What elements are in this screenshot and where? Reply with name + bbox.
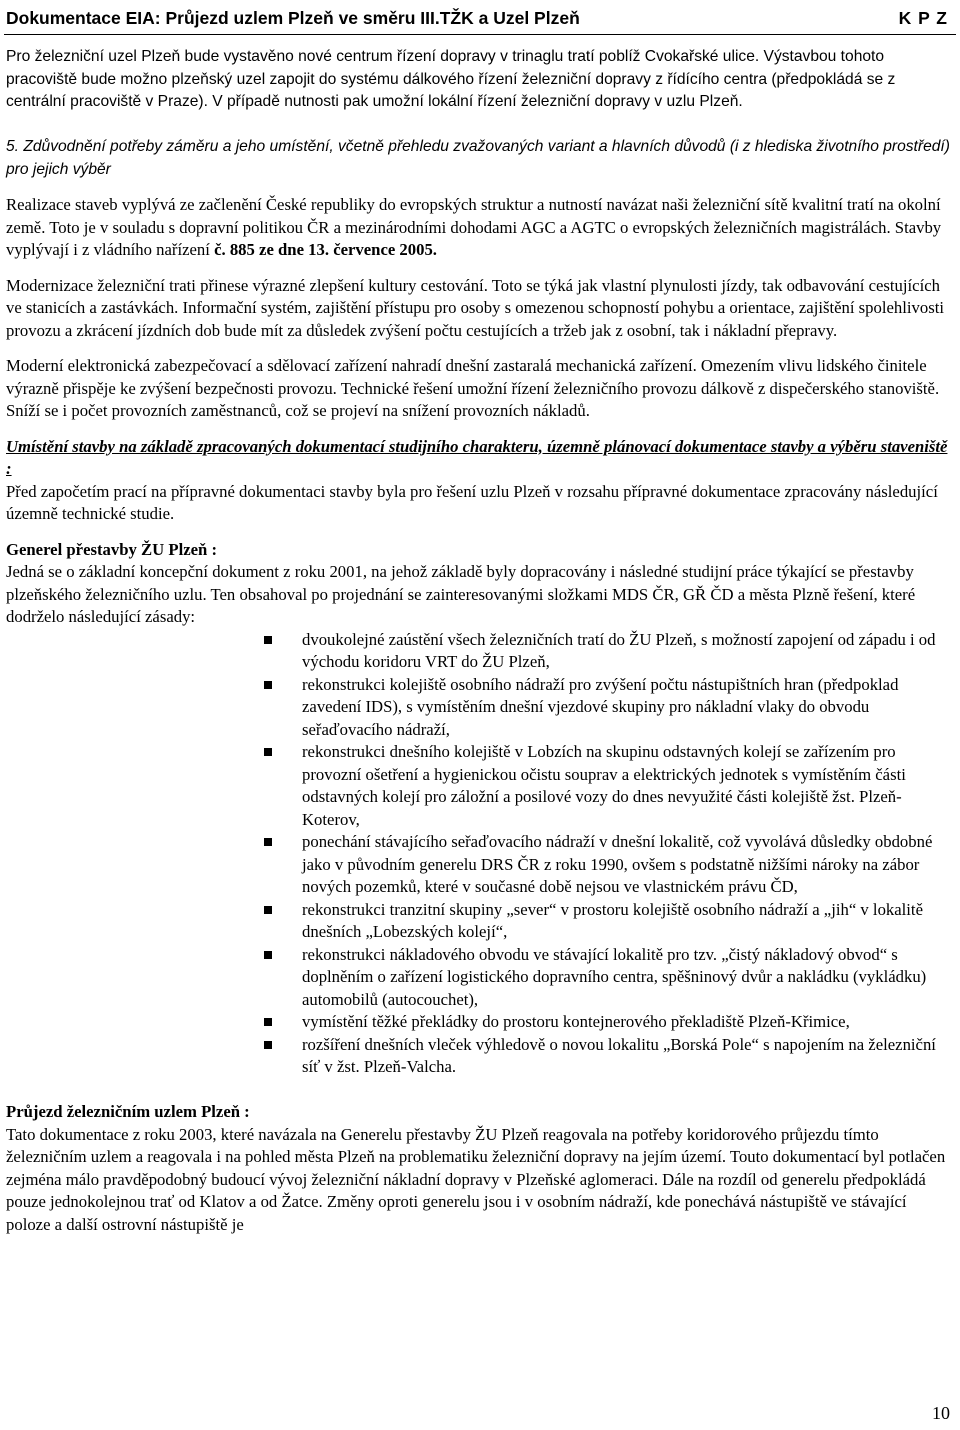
section-5-paragraph-3: Moderní elektronická zabezpečovací a sdělovací zařízení nahradí dnešní zastaralá mechanická zařízení. Omezením vlivu lidského činitele výrazně přispěje ke zvýšení bezpečnosti provozu. Technické řešení umožní řízení železničního provozu dálkově z dispečerského stanoviště. Sníží se i počet provozních zaměstnanců, což se projeví na snížení provozních nákladů. [6, 356, 940, 420]
list-item: rekonstrukci nákladového obvodu ve stávající lokalitě pro tzv. „čistý nákladový obvod“ s doplněním o zařízení logistického dopravního centra, spěšninový dvůr a nakládku (vykládku) automobilů (autocouchet), [302, 944, 952, 1012]
principles-list [6, 629, 952, 1079]
square-bullet-icon [264, 838, 272, 846]
list-item: rekonstrukci kolejiště osobního nádraží pro zvýšení počtu nástupištních hran (předpoklad zavedení IDS), s vymístěním dnešní vjezdové skupiny pro nákladní vlaky do obvodu seřaďovacího nádraží, [302, 674, 952, 742]
list-item: rozšíření dnešních vleček výhledově o novou lokalitu „Borská Pole“ s napojením na železniční síť v žst. Plzeň-Valcha. [302, 1034, 952, 1079]
page-header [4, 2, 956, 35]
prujezd-paragraph: Tato dokumentace z roku 2003, které navázala na Generelu přestavby ŽU Plzeň reagovala na potřeby koridorového průjezdu tímto železničním uzlem a reagovala i na pohled města Plzeň na problematiku železniční dopravy na jejím území. Touto dokumentací byl potlačen zejména málo pravděpodobný budoucí vývoj železniční nákladní dopravy v Plzeňské aglomeraci. Dále na rozdíl od generelu předpokládá pouze jednokolejnou trať od Klatov a od Žatce. Změny oproti generelu jsou i v osobním nádraží, kde ponechává nástupiště ve stávající poloze a další ostrovní nástupiště je [6, 1124, 946, 1234]
page-content [6, 46, 952, 1236]
umisteni-heading: Umístění stavby na základě zpracovaných dokumentací studijního charakteru, územně plánovací dokumentace stavby a výběru staveniště : [6, 436, 948, 478]
umisteni-paragraph: Před započetím prací na přípravné dokumentaci stavby byla pro řešení uzlu Plzeň v rozsahu přípravné dokumentace zpracovány následující územně technické studie. [6, 481, 938, 523]
intro-paragraph: Pro železniční uzel Plzeň bude vystavěno nové centrum řízení dopravy v trinaglu tratí poblíž Cvokařské ulice. Výstavbou tohoto pracoviště bude možno plzeňský uzel zapojit do systému dálkového řízení železniční dopravy z řídícího centra (předpokládá se z centrální pracoviště v Praze). V případě nutnosti pak umožní lokální řízení železniční dopravy v uzlu Plzeň. [6, 48, 896, 110]
section-5-paragraph-2: Modernizace železniční trati přinese výrazné zlepšení kultury cestování. Toto se týká jak vlastní plynulosti jízdy, tak odbavování cestujících ve stanicích a zastávkách. Informační systém, zajištění přístupu pro osoby s omezenou schopností pohybu a orientace, zajištění spolehlivosti provozu a zkrácení jízdních dob bude mít za důsledek zvýšení počtu cestujících a tržeb jak z osobní, tak i nákladní přepravy. [6, 275, 944, 340]
list-item: vymístění těžké překládky do prostoru kontejnerového překladiště Plzeň-Křimice, [302, 1011, 952, 1034]
list-item: dvoukolejné zaústění všech železničních tratí do ŽU Plzeň, s možností zapojení od západu i od východu koridoru VRT do ŽU Plzeň, [302, 629, 952, 674]
section-5-heading: 5. Zdůvodnění potřeby záměru a jeho umístění, včetně přehledu zvažovaných variant a hlavních důvodů (i z hlediska životního prostředí) pro jejich výběr [6, 138, 950, 178]
page-number: 10 [932, 1403, 950, 1423]
organization-mark: K P Z [898, 8, 948, 28]
square-bullet-icon [264, 748, 272, 756]
section-5-paragraph-1-text: Realizace staveb vyplývá ze začlenění České republiky do evropských struktur a nutností navázat naši železniční sítě kvalitní tratí na okolní země. Toto je v souladu s dopravní politikou ČR a mezinárodními dohodami AGC a AGTC o evropských železničních magistrálách. Stavby vyplývají i z vládního nařízení [6, 195, 942, 259]
square-bullet-icon [264, 1041, 272, 1049]
square-bullet-icon [264, 906, 272, 914]
list-item: ponechání stávajícího seřaďovacího nádraží v dnešní lokalitě, což vyvolává důsledky obdobné jako v původním generelu DRS ČR z roku 1990, ovšem s podstatně nižšími nároky na zábor nových pozemků, které v současné době nejsou ve vlastnickém právu ČD, [302, 831, 952, 899]
prujezd-heading: Průjezd železničním uzlem Plzeň : [6, 1102, 250, 1121]
document-title: Dokumentace EIA: Průjezd uzlem Plzeň ve směru III.TŽK a Uzel Plzeň [6, 8, 580, 28]
square-bullet-icon [264, 951, 272, 959]
square-bullet-icon [264, 636, 272, 644]
square-bullet-icon [264, 681, 272, 689]
list-item: rekonstrukci dnešního kolejiště v Lobzích na skupinu odstavných kolejí se zařízením pro provozní ošetření a hygienickou očistu souprav a elektrických jednotek s vymístěním části odstavných kolejí pro záložní a posilové vozy do dnes nevyužité části kolejiště žst. Plzeň- Koterov, [302, 741, 952, 831]
section-5-paragraph-1 [6, 194, 952, 262]
square-bullet-icon [264, 1018, 272, 1026]
generel-paragraph: Jedná se o základní koncepční dokument z roku 2001, na jehož základě byly dopracovány i následné studijní práce týkající se přestavby plzeňského železničního uzlu. Ten obsahoval po projednání se zainteresovanými složkami MDS ČR, GŘ ČD a města Plzně řešení, které dodrželo následující zásady: [6, 562, 916, 626]
generel-heading: Generel přestavby ŽU Plzeň : [6, 539, 218, 559]
list-item: rekonstrukci tranzitní skupiny „sever“ v prostoru kolejiště osobního nádraží a „jih“ v lokalitě dnešních „Lobezských kolejí“, [302, 899, 952, 944]
government-decree: č. 885 ze dne 13. července 2005. [214, 240, 437, 259]
